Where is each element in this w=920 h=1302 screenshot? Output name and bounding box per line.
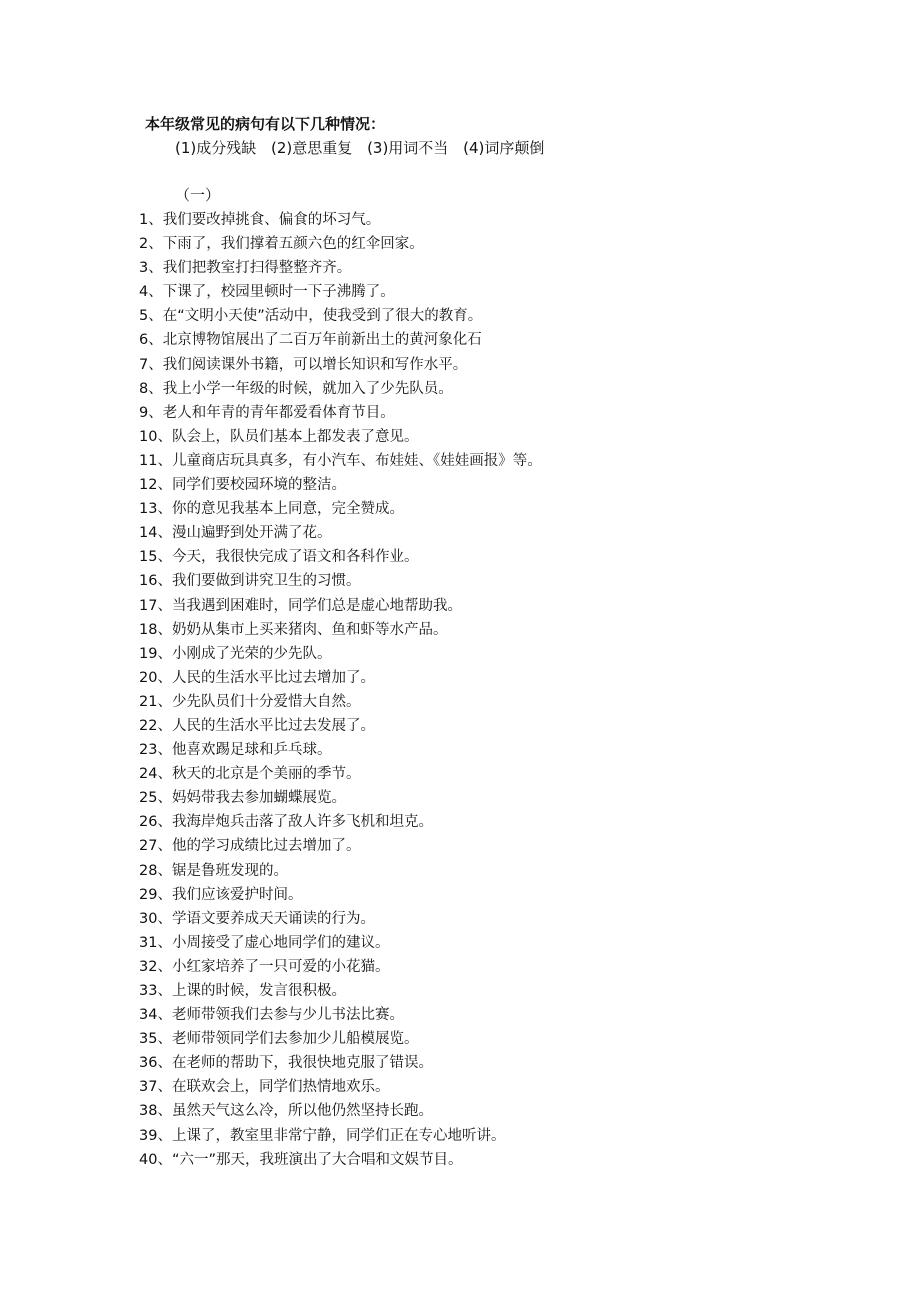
list-item: 5、在“文明小天使”活动中，使我受到了很大的教育。 (139, 308, 483, 325)
list-item: 39、上课了，教室里非常宁静，同学们正在专心地听讲。 (139, 1127, 506, 1144)
list-item: 33、上课的时候，发言很积极。 (139, 983, 346, 999)
list-item: 21、少先队员们十分爱惜大自然。 (139, 693, 361, 710)
list-item: 34、老师带领我们去参与少儿书法比赛。 (139, 1007, 404, 1024)
list-item: 13、你的意见我基本上同意，完全赞成。 (139, 501, 404, 518)
list-item: 11、儿童商店玩具真多，有小汽车、布娃娃、《娃娃画报》等。 (139, 452, 542, 469)
list-item: 37、在联欢会上，同学们热情地欢乐。 (139, 1079, 390, 1096)
list-item: 38、虽然天气这么冷，所以他仍然坚持长跑。 (139, 1103, 433, 1120)
list-item: 8、我上小学一年级的时候，就加入了少先队员。 (139, 380, 453, 397)
list-item: 26、我海岸炮兵击落了敌人许多飞机和坦克。 (139, 814, 433, 831)
section-label: （一） (175, 186, 221, 204)
list-item: 15、今天，我很快完成了语文和各科作业。 (139, 549, 419, 566)
list-item: 3、我们把教室打扫得整整齐齐。 (139, 260, 352, 277)
list-item: 30、学语文要养成天天诵读的行为。 (139, 910, 375, 927)
category-redundant: (2)意思重复 (271, 139, 353, 157)
list-item: 23、他喜欢踢足球和乒乓球。 (139, 742, 332, 759)
list-item: 27、他的学习成绩比过去增加了。 (139, 838, 361, 855)
list-item: 17、当我遇到困难时，同学们总是虚心地帮助我。 (139, 597, 462, 614)
list-item: 31、小周接受了虚心地同学们的建议。 (139, 934, 390, 951)
list-item: 29、我们应该爱护时间。 (139, 886, 303, 903)
list-item: 14、漫山遍野到处开满了花。 (139, 525, 332, 542)
category-incomplete: (1)成分残缺 (175, 139, 257, 157)
list-item: 16、我们要做到讲究卫生的习惯。 (139, 573, 361, 590)
list-item: 6、北京博物馆展出了二百万年前新出土的黄河象化石 (139, 332, 482, 349)
list-item: 18、奶奶从集市上买来猪肉、鱼和虾等水产品。 (139, 621, 448, 638)
list-item: 22、人民的生活水平比过去发展了。 (139, 717, 375, 734)
list-item: 12、同学们要校园环境的整洁。 (139, 477, 346, 494)
list-item: 24、秋天的北京是个美丽的季节。 (139, 766, 361, 783)
list-item: 9、老人和年青的青年都爱看体育节目。 (139, 404, 395, 421)
list-item: 20、人民的生活水平比过去增加了。 (139, 669, 375, 686)
list-item: 35、老师带领同学们去参加少儿船模展览。 (139, 1031, 419, 1048)
category-word-order: (4)词序颠倒 (463, 139, 545, 157)
sentence-list (139, 208, 542, 1172)
list-item: 28、锯是鲁班发现的。 (139, 862, 288, 879)
list-item: 4、下课了，校园里顿时一下子沸腾了。 (139, 284, 395, 301)
document-heading: 本年级常见的病句有以下几种情况： (145, 115, 386, 133)
list-item: 19、小刚成了光荣的少先队。 (139, 645, 332, 662)
list-item: 7、我们阅读课外书籍，可以增长知识和写作水平。 (139, 356, 468, 373)
list-item: 25、妈妈带我去参加蝴蝶展览。 (139, 790, 346, 807)
list-item: 32、小红家培养了一只可爱的小花猫。 (139, 958, 390, 975)
list-item: 40、“六一”那天，我班演出了大合唱和文娱节目。 (139, 1151, 463, 1168)
error-categories (175, 137, 554, 159)
list-item: 2、下雨了，我们撑着五颜六色的红伞回家。 (139, 236, 424, 253)
list-item: 10、队会上，队员们基本上都发表了意见。 (139, 428, 419, 445)
category-wrong-word: (3)用词不当 (367, 139, 449, 157)
list-item: 1、我们要改掉挑食、偏食的坏习气。 (139, 212, 381, 228)
list-item: 36、在老师的帮助下，我很快地克服了错误。 (139, 1055, 433, 1072)
